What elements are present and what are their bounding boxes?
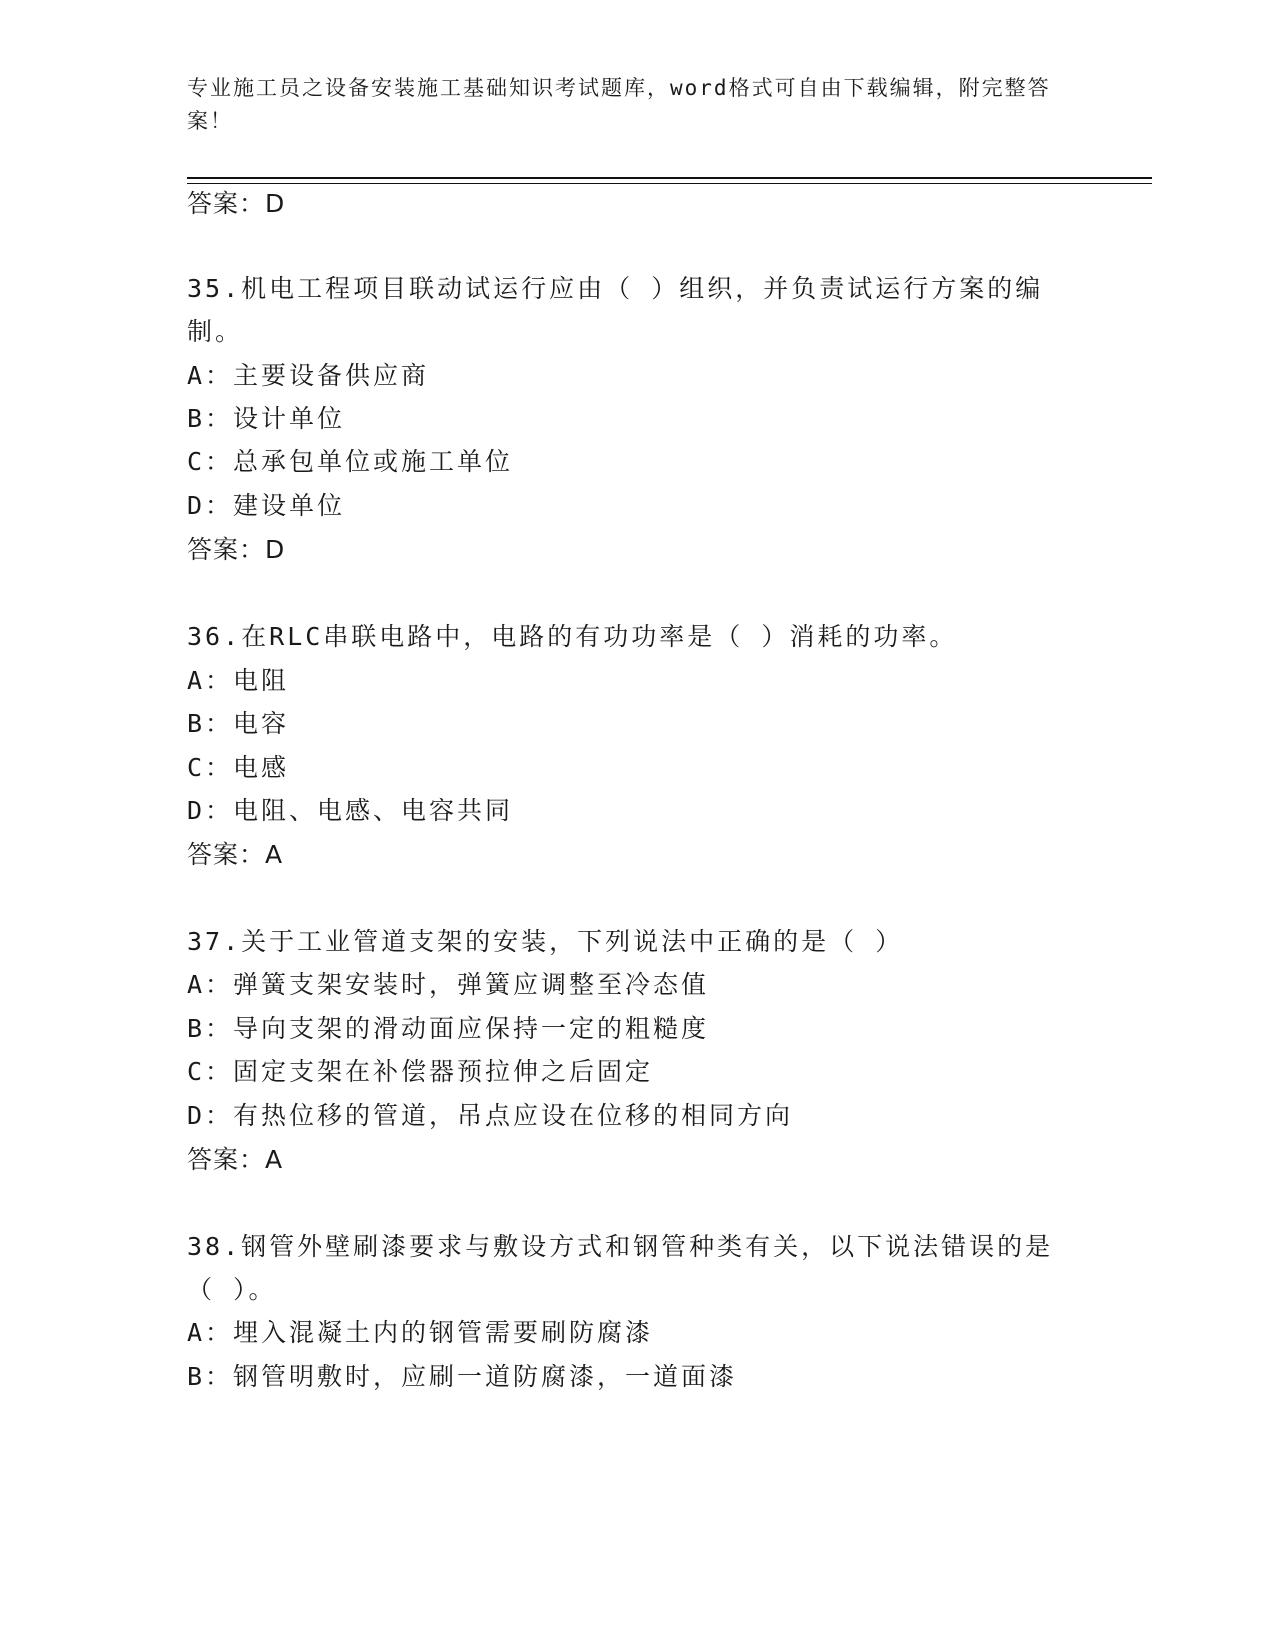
question-35-option-a: A：主要设备供应商 <box>187 361 430 390</box>
answer-35: 答案：D <box>187 535 286 564</box>
answer-37: 答案：A <box>187 1145 284 1174</box>
question-38-stem: 38.钢管外壁刷漆要求与敷设方式和钢管种类有关，以下说法错误的是 <box>187 1232 1054 1261</box>
question-37-option-c: C：固定支架在补偿器预拉伸之后固定 <box>187 1057 654 1086</box>
document-header: 专业施工员之设备安装施工基础知识考试题库，word格式可自由下载编辑，附完整答案！ <box>187 76 1051 133</box>
question-37-option-d: D：有热位移的管道，吊点应设在位移的相同方向 <box>187 1101 794 1130</box>
question-36-option-d: D：电阻、电感、电容共同 <box>187 796 514 825</box>
question-35-stem: 35.机电工程项目联动试运行应由（ ）组织，并负责试运行方案的编 <box>187 274 1044 303</box>
question-36-option-c: C：电感 <box>187 753 290 782</box>
question-37-stem: 37.关于工业管道支架的安装，下列说法中正确的是（ ） <box>187 927 904 956</box>
question-38-stem-cont: （ ）。 <box>187 1275 277 1304</box>
answer-34: 答案：D <box>187 189 286 218</box>
answer-36: 答案：A <box>187 840 284 869</box>
question-38-option-a: A：埋入混凝土内的钢管需要刷防腐漆 <box>187 1318 654 1347</box>
header-rule-thin <box>187 183 1152 184</box>
question-35-option-b: B：设计单位 <box>187 404 346 433</box>
header-rule-thick <box>187 177 1152 179</box>
question-38-option-b: B：钢管明敷时，应刷一道防腐漆，一道面漆 <box>187 1362 738 1391</box>
question-37-option-b: B：导向支架的滑动面应保持一定的粗糙度 <box>187 1014 710 1043</box>
question-36-option-a: A：电阻 <box>187 666 290 695</box>
question-35-stem-cont: 制。 <box>187 317 244 346</box>
question-35-option-d: D：建设单位 <box>187 491 346 520</box>
question-37-option-a: A：弹簧支架安装时，弹簧应调整至冷态值 <box>187 970 710 999</box>
question-36-stem: 36.在RLC串联电路中，电路的有功功率是（ ）消耗的功率。 <box>187 622 958 651</box>
question-35-option-c: C：总承包单位或施工单位 <box>187 447 514 476</box>
question-36-option-b: B：电容 <box>187 709 290 738</box>
